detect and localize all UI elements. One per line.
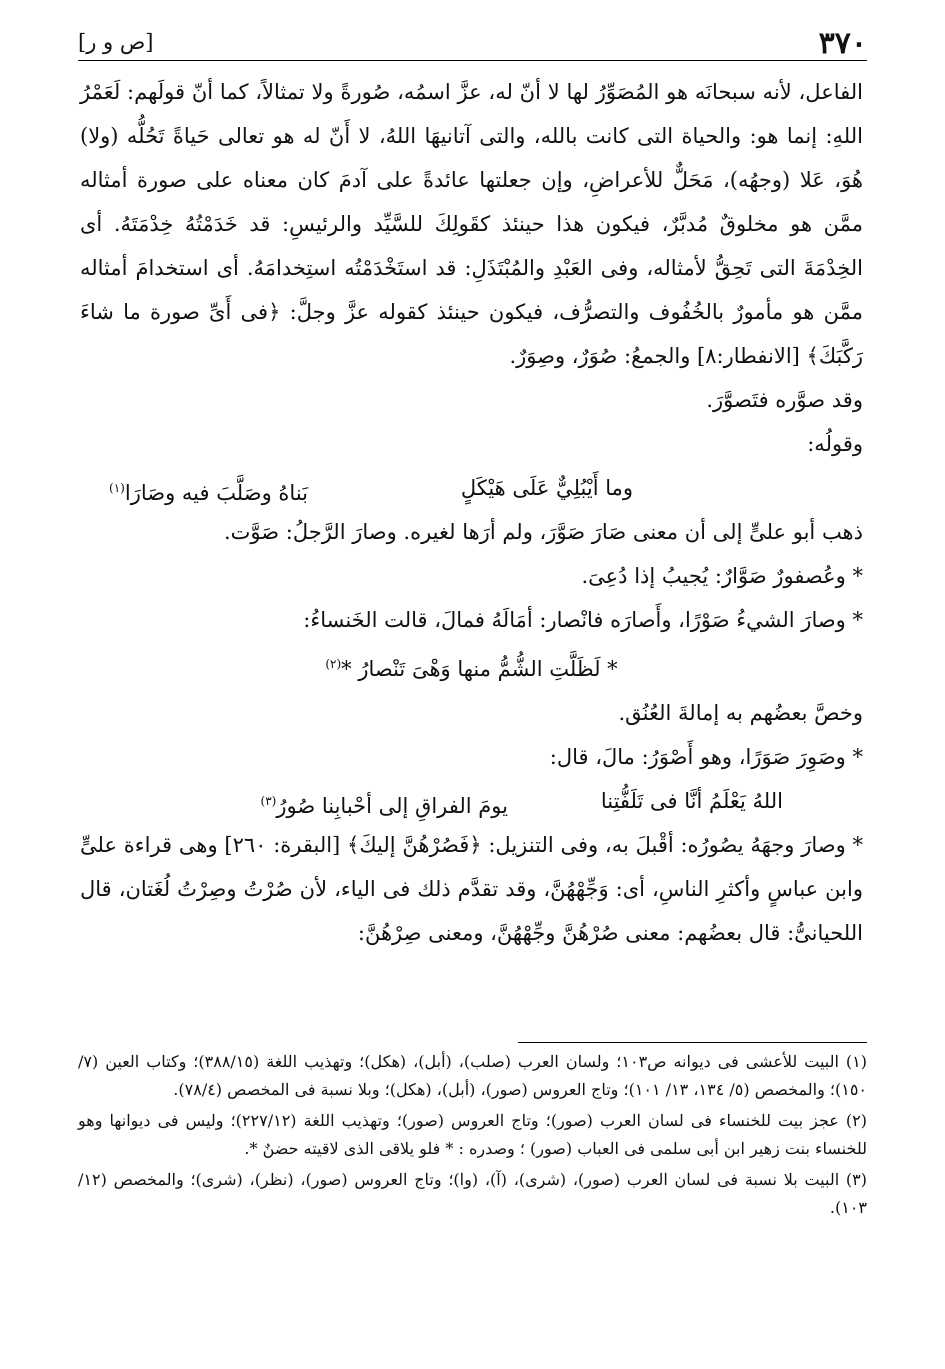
footnote-1: (١) البيت للأعشى فى ديوانه ص١٠٣؛ ولسان العرب (صلب)، (أبل)، (هكل)؛ وتهذيب اللغة (٣٨٨/١٥)؛ وكتاب العين (٧/ ١٥٠)؛ والمخصص (٥/ ١٣٤، ١٣/ ١٠١)؛ وتاج العروس (صور)، (أبل)، (هكل)؛ وبلا نسبة فى المخصص (٧٨/٤). xyxy=(78,1052,868,1099)
verse-2 xyxy=(80,779,863,823)
quoted-hemistich xyxy=(80,642,863,691)
footnote-rule xyxy=(518,1042,867,1043)
footnote-3: (٣) البيت بلا نسبة فى لسان العرب (صور)، (شرى)، (آ)، (وا)؛ وتاج العروس (صور)، (نظر)، (شرى)؛ والمخصص (١٢/ ١٠٣). xyxy=(78,1170,867,1217)
main-text xyxy=(80,70,863,955)
paragraph-2: * وصارَ وجهَهُ يصُورُه: أقْبلَ به، وفى التنزيل: ﴿فَصُرْهُنَّ إليكَ﴾ [البقرة: ٢٦٠] وهى قراءة علىٍّ وابن عباسٍ وأكثرِ الناسِ، أى: وَجِّهْهُنَّ، وقد تقدَّم ذلك فى الياء، لأن صُرْتُ وصِرْتُ لُغَتان، قال اللحيانىُّ: قال بعضُهم: معنى صُرْهُنَّ وجِّهْهُنَّ، ومعنى صِرْهُنَّ: xyxy=(80,833,863,945)
verse-1-first-hemistich: وما أَيْبُلِيٌّ عَلَى هَيْكَلٍ xyxy=(460,476,633,500)
page-number: ٣٧٠ xyxy=(818,26,867,61)
footnote-2: (٢) عجز بيت للخنساء فى لسان العرب (صور)؛ وتاج العروس (صور)؛ وتهذيب اللغة (٢٢٧/١٢)؛ وليس فى ديوانها وهو للخنساء بنت زهير ابن أبى سلمى فى العباب (صور) ؛ وصدره : * فلو يلاقى الذى لاقيته حضنٌ *. xyxy=(78,1111,867,1158)
paragraph-1: الفاعل، لأنه سبحانَه هو المُصَوِّرُ لها لا أنّ له، عزَّ اسمُه، صُورةً ولا تمثالاً، كما أنّ قولَهم: لَعَمْرُ اللهِ: إنما هو: والحياة التى كانت بالله، والتى آتانيهَا اللهُ، لا أَنّ له هو تعالى حَياةً تَحُلُّه (ولا) هُوَ، عَلا (وجهُه)، مَحَلٌّ للأعراضِ، وإن جعلتها عائدةً على آدمَ كان معناه على صورة أمثاله ممَّن هو مخلوقٌ مُدبَّرٌ، فيكون هذا حينئذ كقَولِكَ للسَّيِّد والرئيسِ: قد خَدَمْتُهُ خِدْمَتَهُ. أى الخِدْمَةَ التى تَحِقُّ لأمثاله، وفى العَبْدِ والمُبْتَذَلِ: قد استَخْدَمْتُه استِخدامَهُ. أى استخدامَ أمثاله ممَّن هو مأمورٌ بالخُفُوف والتصرُّف، فيكون حينئذ كقوله عزَّ وجلَّ: ﴿فى أَىِّ صورة ما شاءَ رَكَّبَكَ﴾ [الانفطار:٨] والجمعُ: صُوَرٌ، وصِوَرٌ. xyxy=(80,80,863,368)
header-rule xyxy=(78,60,867,61)
verse-2-first-hemistich: اللهُ يَعْلَمُ أنَّا فى تَلَفُّتِنا xyxy=(600,789,783,813)
text-line-1: وقد صوَّره فتَصوَّرَ. xyxy=(706,388,863,412)
verse-1-second-text: بَناهُ وصَلَّبَ فيه وصَارَا xyxy=(124,481,308,505)
footnote-ref-2: (٢) xyxy=(325,657,342,671)
text-line-5: * وصارَ الشيءُ صَوْرًا، وأَصارَه فانْصار: أمَالَهُ فمالَ، قالت الخَنساءُ: xyxy=(303,608,863,632)
footnote-ref-1: (١) xyxy=(109,481,125,495)
footnotes xyxy=(78,1048,867,1225)
verse-2-second-text: يومَ الفراقِ إلى أحْبابِنا صُورُ xyxy=(276,794,508,818)
verse-1-second-hemistich xyxy=(109,466,308,515)
root-entry-tag: [ص و ر] xyxy=(78,30,154,54)
text-line-3: ذهب أبو علىٍّ إلى أن معنى صَارَ صَوَّرَ، ولم أرَها لغيره. وصارَ الرَّجلُ: صَوَّت. xyxy=(223,520,863,544)
text-line-2: وقولُه: xyxy=(807,432,863,456)
text-line-8: * وصَوِرَ صَوَرًا، وهو أَصْوَرُ: مالَ، قال: xyxy=(549,745,863,769)
quoted-hemistich-text: * لَظَلَّتِ الشُّمُّ منها وَهْىَ تَنْصارُ * xyxy=(341,657,618,681)
text-line-7: وخصَّ بعضُهم به إمالةَ العُنُق. xyxy=(618,701,863,725)
footnote-ref-3: (٣) xyxy=(260,794,277,808)
text-line-4: * وعُصفورٌ صَوَّارٌ: يُجيبُ إذا دُعِىَ. xyxy=(581,564,863,588)
verse-2-second-hemistich xyxy=(261,779,508,828)
verse-1 xyxy=(80,466,863,510)
